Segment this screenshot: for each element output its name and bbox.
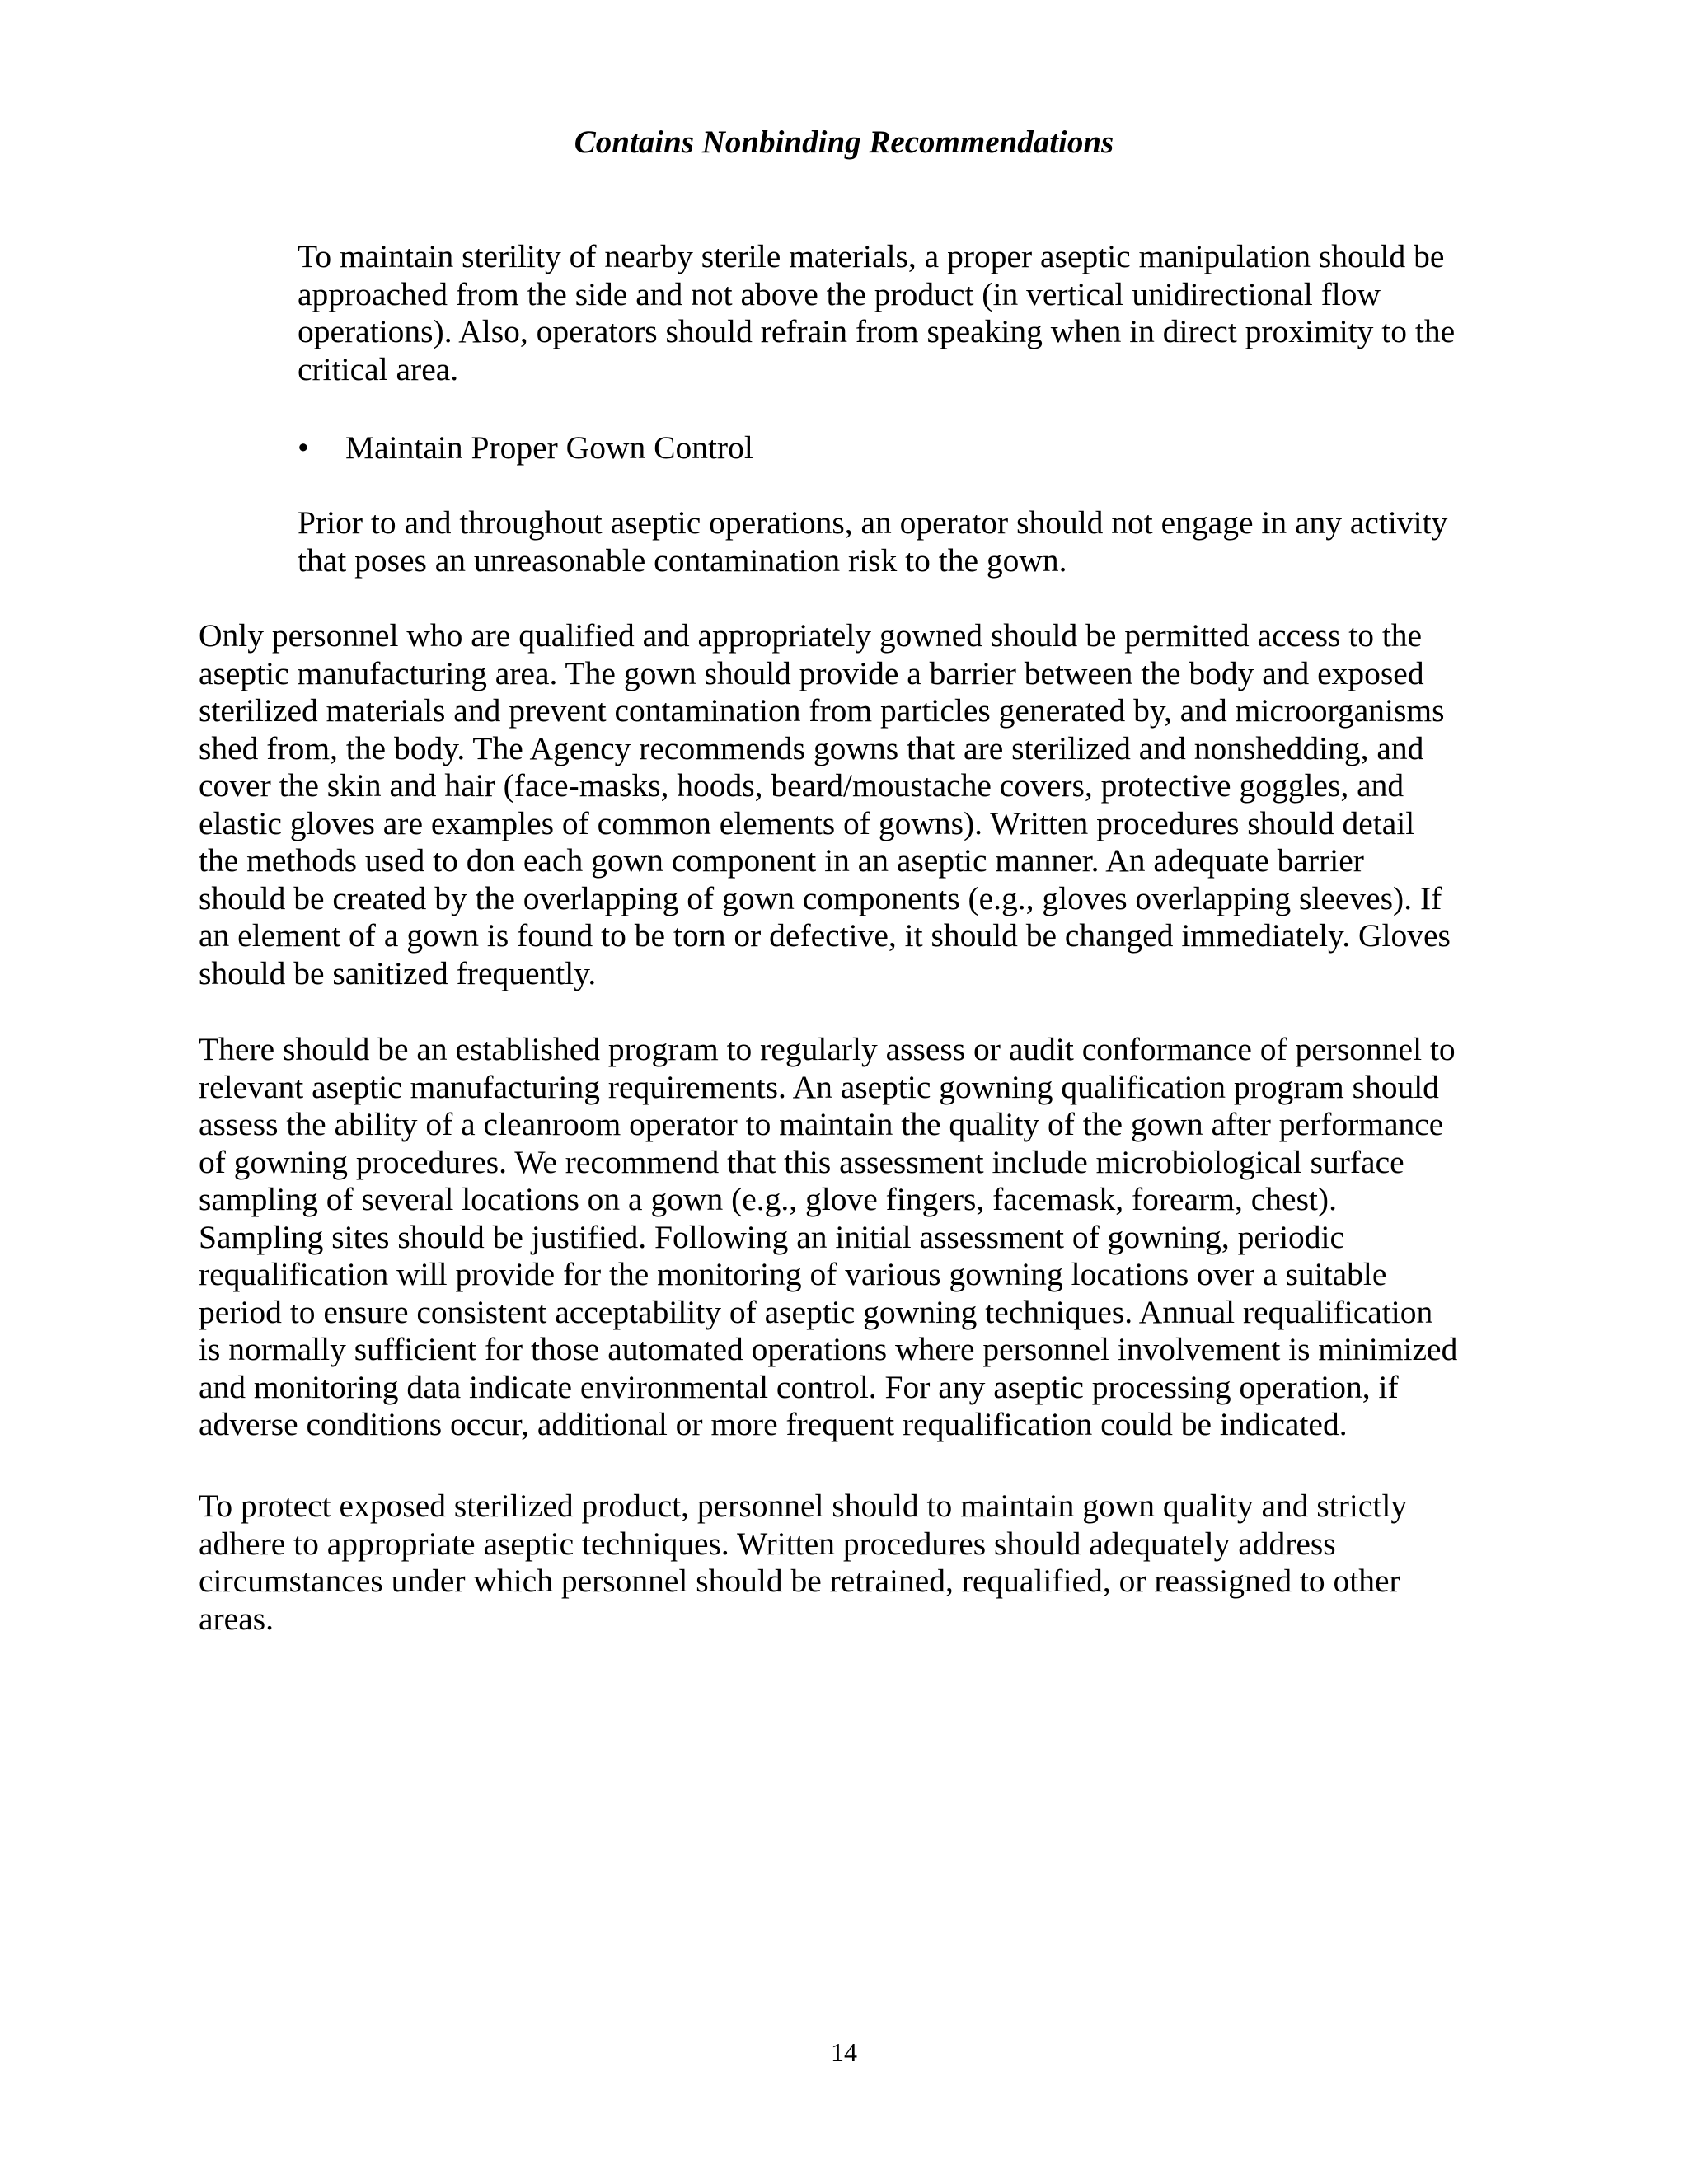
text-line: assess the ability of a cleanroom operator to maintain the quality of the gown after performance [199,1106,1444,1142]
bullet-text: Maintain Proper Gown Control [345,429,753,466]
text-line: approached from the side and not above the product (in vertical unidirectional flow [298,275,1381,312]
page-number: 14 [831,2037,857,2067]
text-line: areas. [199,1600,274,1637]
paragraph-protect-product [199,1488,1407,1638]
bullet-icon: • [298,429,309,466]
text-line: To protect exposed sterilized product, personnel should to maintain gown quality and strictly [199,1488,1408,1524]
text-line: the methods used to don each gown component in an aseptic manner. An adequate barrier [199,842,1364,879]
text-line: and monitoring data indicate environmental control. For any aseptic processing operation, if [199,1368,1399,1405]
text-line: an element of a gown is found to be torn or defective, it should be changed immediately. Gloves [199,917,1451,954]
text-line: shed from, the body. The Agency recommends gowns that are sterilized and nonshedding, and [199,729,1424,766]
text-line: Only personnel who are qualified and appropriately gowned should be permitted access to the [199,617,1423,654]
paragraph-qualified-personnel [199,617,1451,992]
paragraph-sterility [298,238,1455,388]
text-line: Sampling sites should be justified. Following an initial assessment of gowning, periodic [199,1218,1345,1255]
paragraph-gowning-program [199,1031,1457,1444]
text-line: sampling of several locations on a gown (e.g., glove fingers, facemask, forearm, chest). [199,1181,1337,1217]
text-line: operations). Also, operators should refrain from speaking when in direct proximity to the [298,313,1456,349]
text-line: To maintain sterility of nearby sterile materials, a proper aseptic manipulation should be [298,238,1445,274]
text-line: adverse conditions occur, additional or more frequent requalification could be indicated. [199,1406,1348,1442]
text-line: is normally sufficient for those automated operations where personnel involvement is minimized [199,1331,1458,1367]
text-line: should be sanitized frequently. [199,954,597,991]
text-line: relevant aseptic manufacturing requirements. An aseptic gowning qualification program should [199,1068,1439,1105]
text-line: requalification will provide for the monitoring of various gowning locations over a suitable [199,1256,1387,1292]
text-line: period to ensure consistent acceptability of aseptic gowning techniques. Annual requalification [199,1293,1433,1330]
text-line: aseptic manufacturing area. The gown should provide a barrier between the body and exposed [199,654,1424,691]
text-line: elastic gloves are examples of common elements of gowns). Written procedures should detail [199,804,1415,841]
text-line: adhere to appropriate aseptic techniques. Written procedures should adequately address [199,1525,1336,1562]
text-line: circumstances under which personnel should be retrained, requalified, or reassigned to other [199,1563,1400,1599]
text-line: There should be an established program to regularly assess or audit conformance of personnel to [199,1031,1456,1067]
text-line: that poses an unreasonable contamination risk to the gown. [298,541,1067,579]
text-line: of gowning procedures. We recommend that this assessment include microbiological surface [199,1143,1404,1180]
text-line: critical area. [298,350,459,387]
page-header: Contains Nonbinding Recommendations [574,124,1114,160]
bullet-item-gown-control [298,429,753,467]
text-line: sterilized materials and prevent contamination from particles generated by, and microorganisms [199,692,1445,729]
text-line: cover the skin and hair (face-masks, hoods, beard/moustache covers, protective goggles, and [199,767,1404,804]
text-line: Prior to and throughout aseptic operations, an operator should not engage in any activity [298,504,1448,541]
text-line: should be created by the overlapping of gown components (e.g., gloves overlapping sleeves). If [199,879,1442,916]
paragraph-prior-to-operations [298,504,1447,579]
